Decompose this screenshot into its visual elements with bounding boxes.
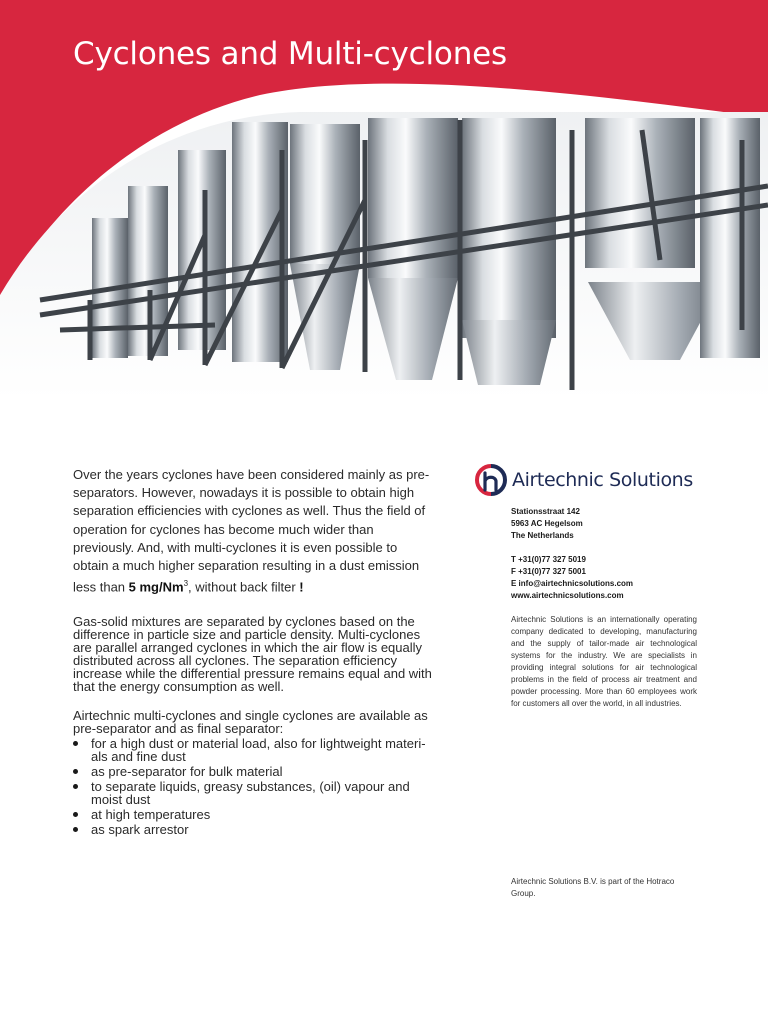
company-logo: [475, 462, 697, 498]
list-item: at high temperatures: [73, 808, 435, 821]
main-text: [73, 466, 435, 838]
address-country: The Netherlands: [511, 531, 574, 540]
emission-exponent: 3: [183, 579, 189, 589]
email-link[interactable]: E info@airtechnicsolutions.com: [511, 579, 634, 588]
intro-text-after: , without back filter: [188, 579, 300, 595]
application-list: [73, 737, 435, 836]
list-item: as spark arrestor: [73, 823, 435, 836]
address-city: 5963 AC Hegelsom: [511, 519, 583, 528]
availability-paragraph: Airtechnic multi-cyclones and single cyclones are available as pre-separator and as final separator:: [73, 707, 428, 736]
list-item: for a high dust or material load, also for lightweight materi-als and fine dust: [73, 737, 435, 763]
intro-paragraph: [73, 466, 435, 597]
exclamation-mark: !: [299, 579, 304, 595]
separation-paragraph: Gas-solid mixtures are separated by cyclones based on the difference in particle size and particle density. Multi-cyclones are parallel arranged cyclones in which the air flow is equally distributed across all cyclones. The separation efficiency increase while the differential pressure remains equal and with that the energy consumption as well.: [73, 613, 432, 694]
list-item: to separate liquids, greasy substances, (oil) vapour and moist dust: [73, 780, 435, 806]
company-sidebar: [475, 462, 697, 710]
page-title: Cyclones and Multi-cyclones: [73, 36, 507, 72]
emission-value: 5 mg/Nm: [128, 579, 184, 595]
phone-number: T +31(0)77 327 5019: [511, 555, 586, 564]
company-name: Airtechnic Solutions: [512, 469, 693, 491]
website-link[interactable]: www.airtechnicsolutions.com: [511, 591, 624, 600]
group-note: Airtechnic Solutions B.V. is part of the Hotraco Group.: [511, 877, 675, 898]
about-company: Airtechnic Solutions is an internationally operating company dedicated to developing, manufacturing and the supply of tailor-made air technological systems for the industry. We are specialists in providing integral solutions for air technological problems in the field of process air treatment and powder processing. More than 60 employees work for customers all over the world, in all industries.: [511, 615, 697, 708]
intro-text: Over the years cyclones have been considered mainly as pre-separators. However, nowadays it is possible to obtain high separation efficiencies with cyclones as well. Thus the field of operation for cyclones has become much wider than previously. And, with multi-cyclones it is even possible to obtain a much higher separation resulting in a dust emission less than: [73, 467, 430, 595]
address-street: Stationsstraat 142: [511, 507, 580, 516]
fax-number: F +31(0)77 327 5001: [511, 567, 586, 576]
airtechnic-logo-icon: [475, 464, 507, 496]
list-item: as pre-separator for bulk material: [73, 765, 435, 778]
